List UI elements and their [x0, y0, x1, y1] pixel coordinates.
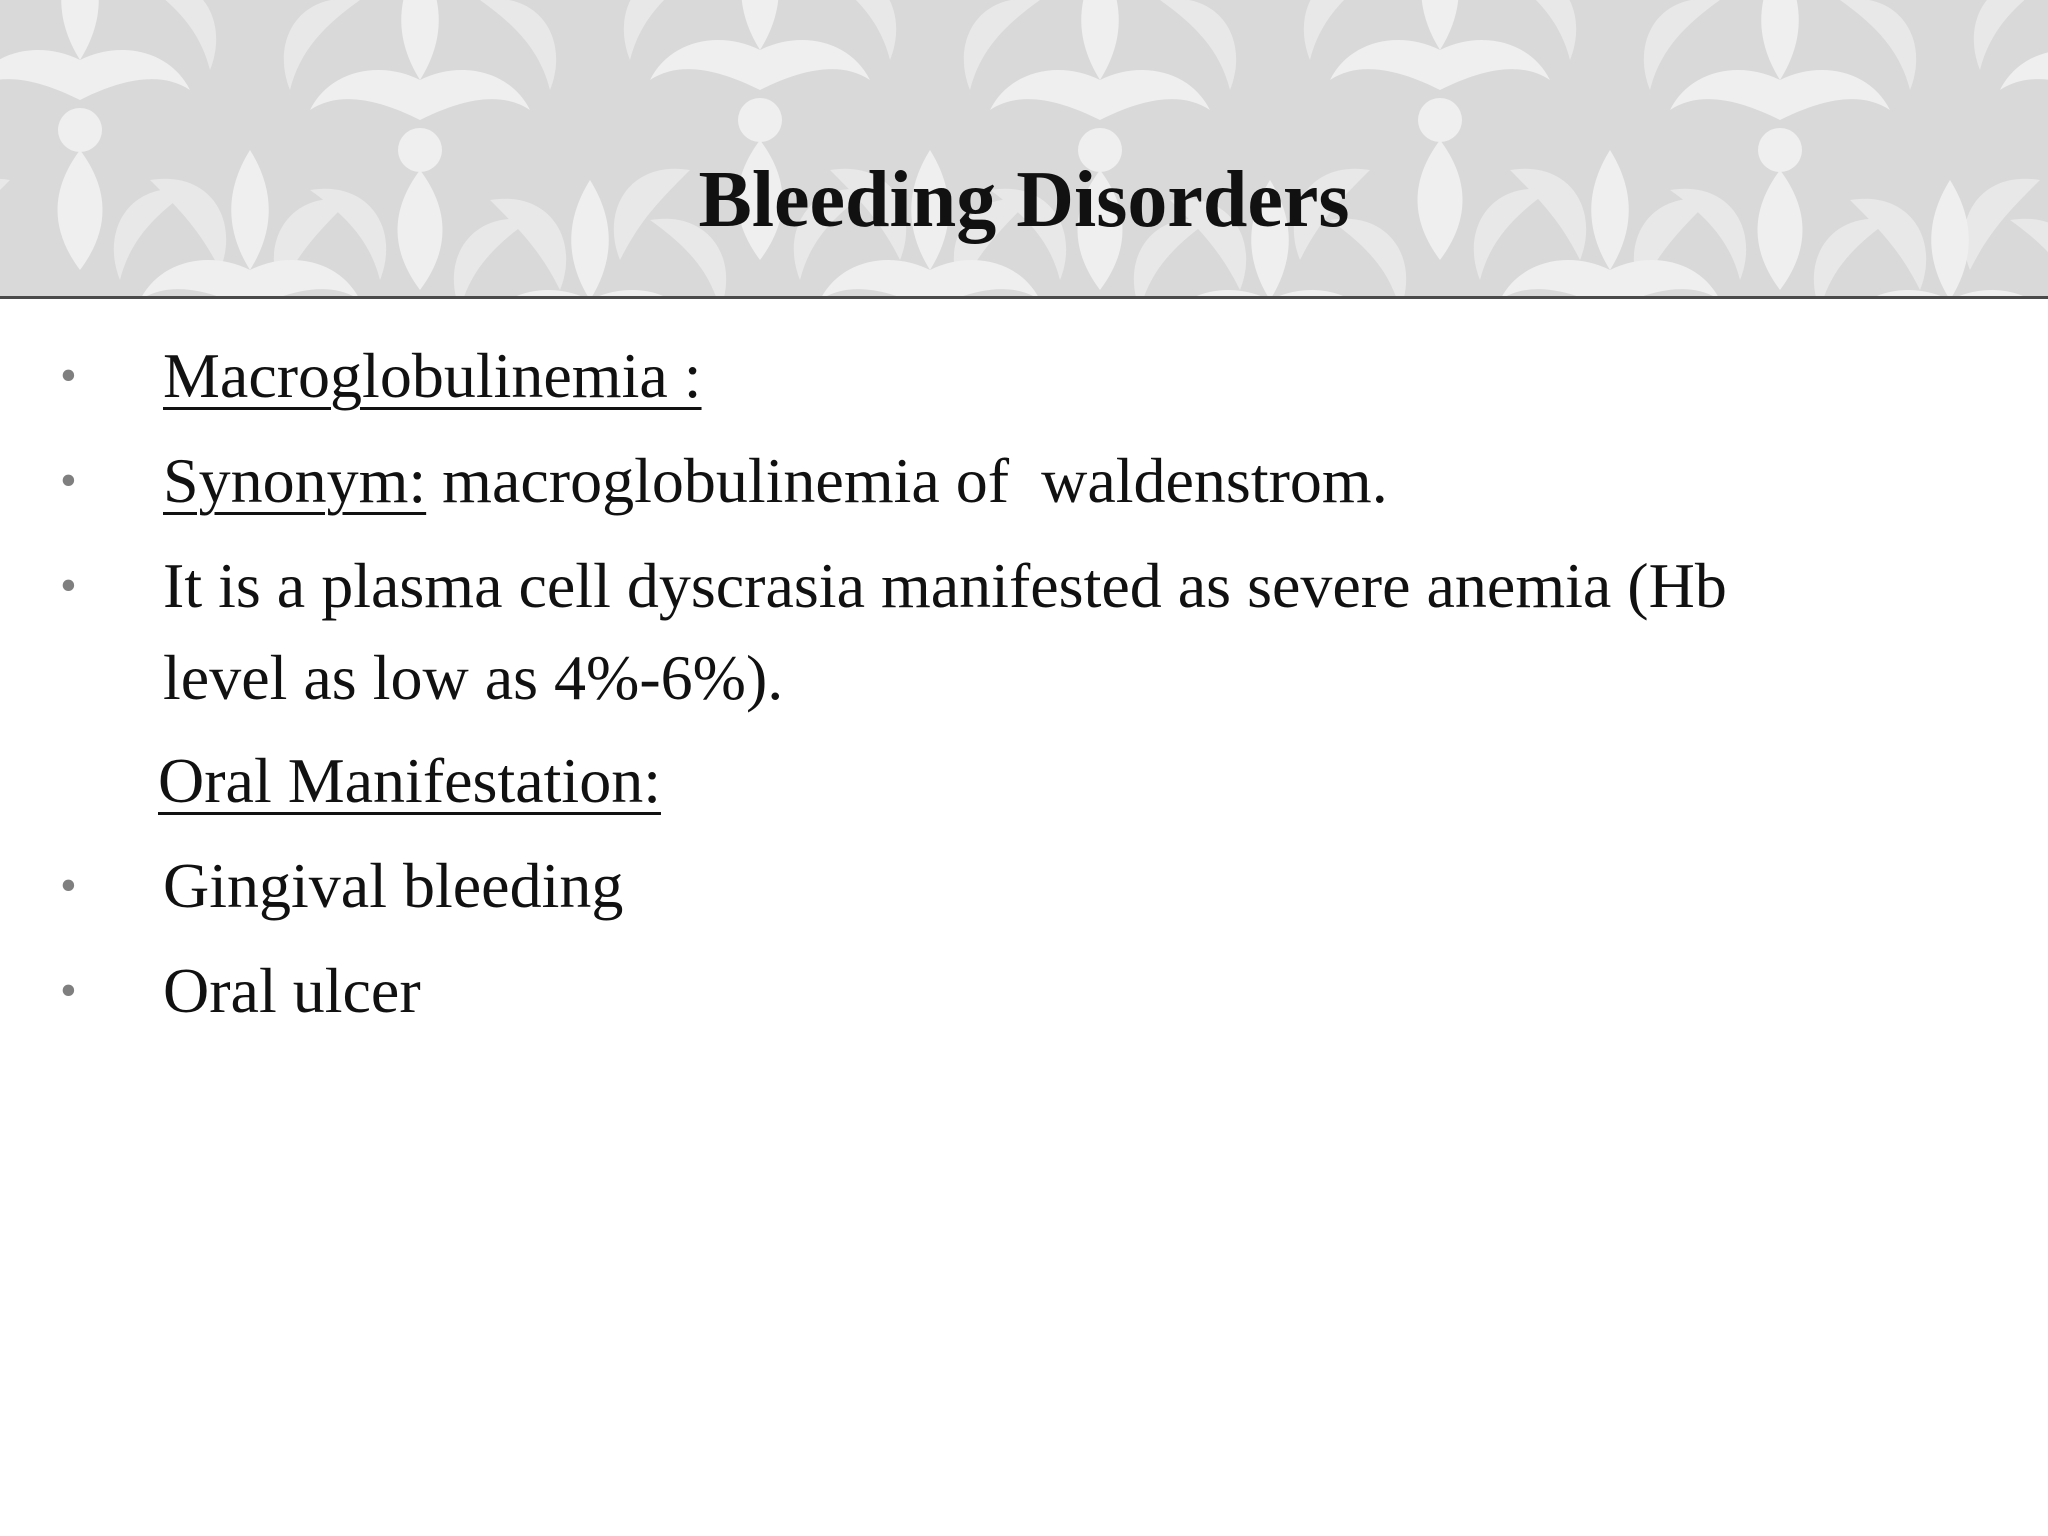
oral-manifestation-heading: Oral Manifestation:: [158, 745, 661, 816]
bullet-icon: •: [60, 964, 77, 1017]
bullet-icon: •: [60, 349, 77, 402]
topic-heading: Macroglobulinemia :: [163, 340, 702, 411]
bullet-icon: •: [60, 559, 77, 612]
description-line-2: level as low as 4%-6%).: [163, 642, 784, 713]
bullet-icon: •: [60, 859, 77, 912]
header-divider: [0, 296, 2048, 299]
bullet-icon: •: [60, 454, 77, 507]
list-item-text: Oral ulcer: [163, 955, 421, 1026]
header-band: [0, 0, 2048, 298]
synonym-label: Synonym:: [163, 445, 427, 516]
list-item-text: Gingival bleeding: [163, 850, 624, 921]
damask-pattern: [0, 0, 2048, 298]
synonym-text: macroglobulinemia of waldenstrom.: [426, 445, 1388, 516]
slide-title: Bleeding Disorders: [698, 156, 1350, 244]
description-line-1: It is a plasma cell dyscrasia manifested as severe anemia (Hb: [163, 550, 1727, 621]
